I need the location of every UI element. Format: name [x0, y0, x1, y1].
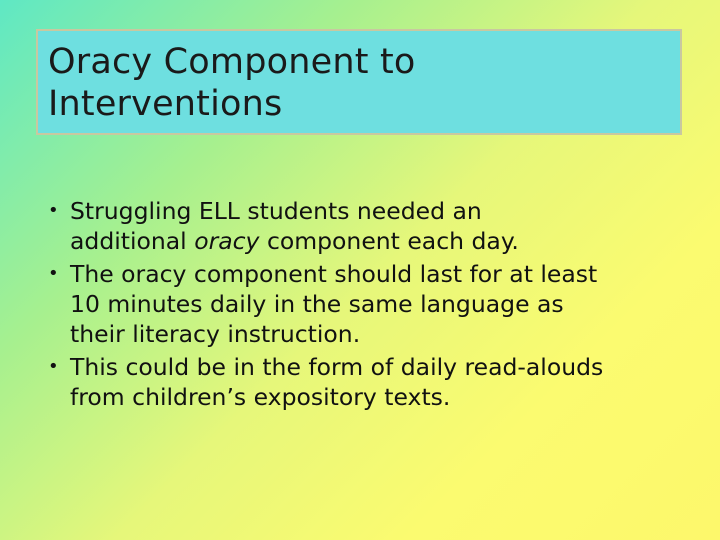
- bullet-text: [70, 226, 694, 256]
- bullet-list: [44, 196, 694, 415]
- title-box: [36, 29, 682, 135]
- bullet-icon: •: [48, 356, 59, 377]
- title-line-1: Oracy Component to: [48, 42, 416, 82]
- bullet-text: Struggling ELL students needed an: [70, 197, 482, 225]
- bullet-text-segment: component each day.: [259, 227, 519, 255]
- bullet-text-segment: additional: [70, 227, 195, 255]
- bullet-text: This could be in the form of daily read-alouds: [70, 353, 604, 381]
- title-line-2: Interventions: [48, 84, 283, 124]
- slide-title: [48, 41, 670, 125]
- emphasis-text: oracy: [194, 227, 260, 255]
- bullet-icon: •: [48, 263, 59, 284]
- bullet-icon: •: [48, 200, 59, 221]
- bullet-item: [44, 196, 694, 256]
- bullet-text: from children’s expository texts.: [70, 383, 451, 411]
- bullet-item: [44, 259, 694, 349]
- bullet-item: [44, 352, 694, 412]
- bullet-text: their literacy instruction.: [70, 320, 361, 348]
- bullet-text: The oracy component should last for at least: [70, 260, 598, 288]
- bullet-text: 10 minutes daily in the same language as: [70, 290, 564, 318]
